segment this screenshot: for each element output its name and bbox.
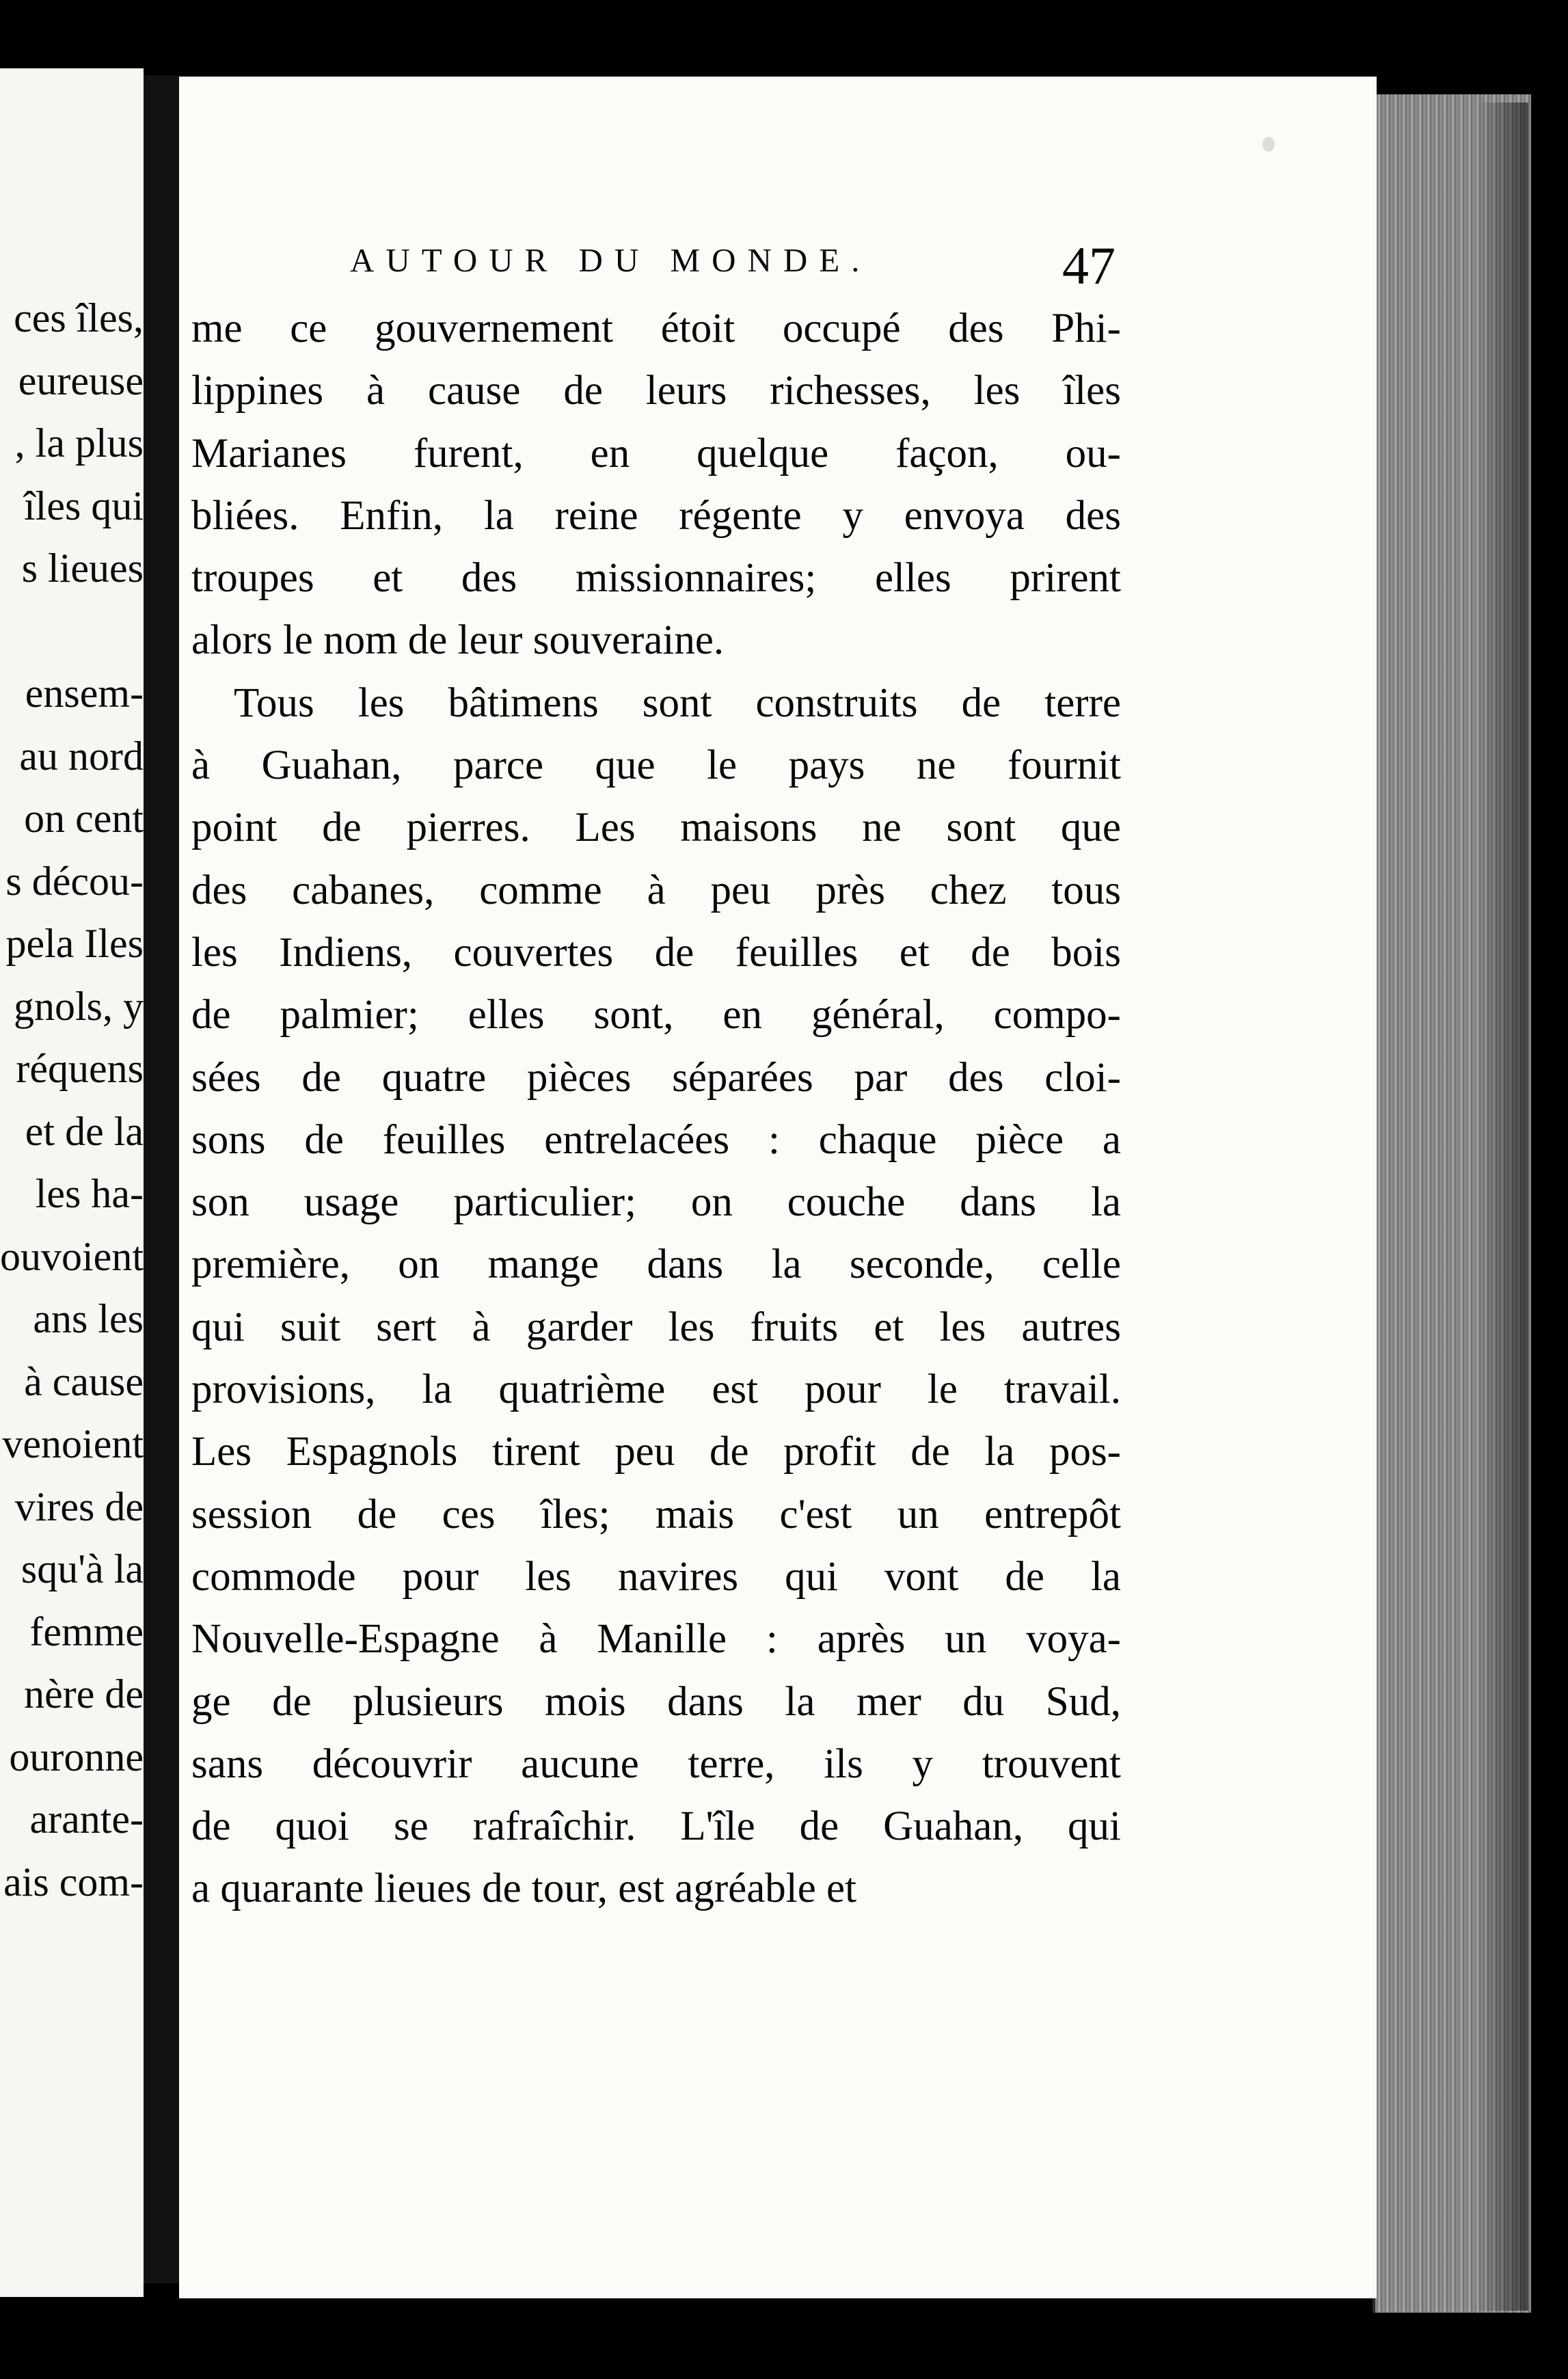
left-page-line: ces îles, bbox=[14, 295, 144, 340]
left-page-line: vires de bbox=[14, 1483, 144, 1529]
text-line: de quoi se rafraîchir. L'île de Guahan, qui bbox=[191, 1803, 1121, 1850]
left-page-line: on cent bbox=[24, 796, 144, 841]
left-page-line: ais com- bbox=[3, 1859, 144, 1905]
right-page bbox=[179, 77, 1377, 2298]
left-page-line bbox=[0, 600, 144, 663]
left-page-line: venoient bbox=[2, 1421, 144, 1466]
text-line: de palmier; elles sont, en général, compo- bbox=[191, 992, 1121, 1038]
text-line: alors le nom de leur souveraine. bbox=[191, 617, 725, 664]
text-line: provisions, la quatrième est pour le travail. bbox=[191, 1367, 1121, 1413]
left-page-line: nère de bbox=[24, 1671, 144, 1717]
left-page-line: arante- bbox=[29, 1797, 144, 1842]
text-line: ge de plusieurs mois dans la mer du Sud, bbox=[191, 1678, 1121, 1725]
left-page-line: les ha- bbox=[35, 1171, 144, 1216]
left-page-line: s décou- bbox=[5, 858, 144, 904]
left-page-line: et de la bbox=[25, 1108, 144, 1154]
left-page-line: ensem- bbox=[25, 671, 144, 716]
fore-edge-shadow bbox=[1476, 103, 1528, 2311]
left-page-line: gnols, y bbox=[13, 983, 144, 1029]
text-line: lippines à cause de leurs richesses, les îles bbox=[191, 368, 1121, 414]
running-head: AUTOUR DU MONDE. bbox=[350, 241, 871, 279]
left-page-line: ouvoient bbox=[0, 1233, 144, 1279]
text-line: première, on mange dans la seconde, celle bbox=[191, 1241, 1121, 1288]
body-text bbox=[191, 297, 1121, 1920]
text-line: a quarante lieues de tour, est agréable et bbox=[191, 1866, 857, 1912]
text-line: les Indiens, couvertes de feuilles et de bois bbox=[191, 929, 1121, 976]
left-page-line: pela Iles bbox=[5, 921, 144, 966]
book-gutter bbox=[144, 75, 179, 2283]
left-page-text bbox=[0, 287, 144, 1913]
text-line: commode pour les navires qui vont de la bbox=[191, 1553, 1121, 1600]
text-line: me ce gouvernement étoit occupé des Phi- bbox=[191, 306, 1121, 351]
left-page-line: à cause bbox=[24, 1358, 144, 1404]
text-line: sans découvrir aucune terre, ils y trouvent bbox=[191, 1740, 1121, 1787]
text-line: Les Espagnols tirent peu de profit de la pos- bbox=[191, 1429, 1121, 1475]
left-page-line: îles qui bbox=[24, 483, 144, 528]
text-line: sées de quatre pièces séparées par des cloi- bbox=[191, 1054, 1121, 1101]
text-line: point de pierres. Les maisons ne sont que bbox=[191, 805, 1121, 851]
left-page-line: ouronne bbox=[9, 1734, 144, 1779]
left-page-line: eureuse bbox=[18, 358, 144, 403]
left-page-line: réquens bbox=[16, 1046, 144, 1091]
left-page-line: femme bbox=[29, 1609, 144, 1654]
text-line: troupes et des missionnaires; elles prirent bbox=[191, 555, 1121, 602]
left-page-line: squ'à la bbox=[21, 1546, 144, 1591]
text-line: à Guahan, parce que le pays ne fournit bbox=[191, 742, 1121, 789]
left-page-line: au nord bbox=[19, 733, 144, 779]
text-line: son usage particulier; on couche dans la bbox=[191, 1179, 1121, 1226]
left-page-line: , la plus bbox=[14, 420, 144, 466]
text-line: des cabanes, comme à peu près chez tous bbox=[191, 867, 1121, 913]
text-line: qui suit sert à garder les fruits et les autres bbox=[191, 1304, 1121, 1350]
left-page-line: ans les bbox=[33, 1296, 144, 1341]
text-line: session de ces îles; mais c'est un entrepôt bbox=[191, 1491, 1121, 1537]
paper-speck bbox=[1262, 137, 1275, 152]
left-page-line: s lieues bbox=[21, 546, 144, 591]
page-number: 47 bbox=[1062, 236, 1116, 295]
text-line: bliées. Enfin, la reine régente y envoya des bbox=[191, 492, 1121, 539]
text-line: Tous les bâtimens sont construits de terre bbox=[234, 680, 1121, 726]
text-line: sons de feuilles entrelacées : chaque pièce a bbox=[191, 1116, 1121, 1163]
left-facing-page bbox=[0, 68, 144, 2297]
text-line: Nouvelle-Espagne à Manille : après un voya- bbox=[191, 1616, 1121, 1663]
text-line: Marianes furent, en quelque façon, ou- bbox=[191, 430, 1121, 476]
